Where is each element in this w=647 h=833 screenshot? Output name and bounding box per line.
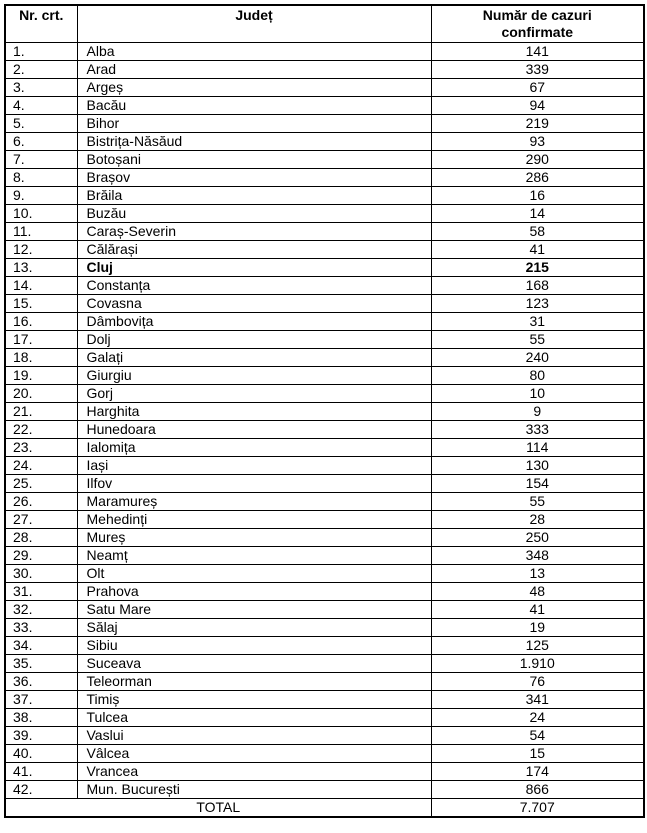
cases-count-cell: 341 (431, 691, 644, 709)
row-number-cell: 19. (5, 367, 77, 385)
row-number-cell: 31. (5, 583, 77, 601)
table-row (5, 547, 644, 565)
county-name-cell: Prahova (77, 583, 431, 601)
row-number-cell: 2. (5, 61, 77, 79)
cases-count-cell: 58 (431, 223, 644, 241)
table-row (5, 475, 644, 493)
county-name-cell: Vrancea (77, 763, 431, 781)
table-row (5, 529, 644, 547)
row-number-cell: 16. (5, 313, 77, 331)
table-row (5, 151, 644, 169)
row-number-cell: 4. (5, 97, 77, 115)
row-number-cell: 38. (5, 709, 77, 727)
cases-count-cell: 290 (431, 151, 644, 169)
table-row (5, 439, 644, 457)
row-number-cell: 14. (5, 277, 77, 295)
table-row (5, 385, 644, 403)
cases-count-cell: 41 (431, 601, 644, 619)
table-row (5, 709, 644, 727)
row-number-cell: 26. (5, 493, 77, 511)
cases-count-cell: 348 (431, 547, 644, 565)
row-number-cell: 10. (5, 205, 77, 223)
cases-count-cell: 24 (431, 709, 644, 727)
table-row (5, 727, 644, 745)
row-number-cell: 24. (5, 457, 77, 475)
county-name-cell: Olt (77, 565, 431, 583)
county-name-cell: Brașov (77, 169, 431, 187)
table-row (5, 403, 644, 421)
row-number-cell: 3. (5, 79, 77, 97)
county-name-cell: Teleorman (77, 673, 431, 691)
cases-count-cell: 174 (431, 763, 644, 781)
county-name-cell: Dolj (77, 331, 431, 349)
cases-count-cell: 55 (431, 493, 644, 511)
cases-count-cell: 154 (431, 475, 644, 493)
table-row (5, 763, 644, 781)
row-number-cell: 20. (5, 385, 77, 403)
cases-count-cell: 93 (431, 133, 644, 151)
cases-count-cell: 15 (431, 745, 644, 763)
header-row (5, 5, 644, 43)
cases-count-cell: 286 (431, 169, 644, 187)
county-name-cell: Mureș (77, 529, 431, 547)
table-row (5, 673, 644, 691)
county-name-cell: Vaslui (77, 727, 431, 745)
county-name-cell: Dâmbovița (77, 313, 431, 331)
table-row (5, 367, 644, 385)
county-name-cell: Vâlcea (77, 745, 431, 763)
cases-count-cell: 14 (431, 205, 644, 223)
row-number-cell: 15. (5, 295, 77, 313)
cases-count-cell: 10 (431, 385, 644, 403)
cases-count-cell: 19 (431, 619, 644, 637)
county-name-cell: Bihor (77, 115, 431, 133)
row-number-cell: 18. (5, 349, 77, 367)
row-number-cell: 40. (5, 745, 77, 763)
table-row (5, 493, 644, 511)
cases-count-cell: 339 (431, 61, 644, 79)
cases-count-cell: 28 (431, 511, 644, 529)
cases-count-cell: 1.910 (431, 655, 644, 673)
table-row (5, 133, 644, 151)
county-name-cell: Botoșani (77, 151, 431, 169)
county-name-cell: Suceava (77, 655, 431, 673)
cases-count-cell: 55 (431, 331, 644, 349)
county-name-cell: Cluj (77, 259, 431, 277)
county-name-cell: Sălaj (77, 619, 431, 637)
county-name-cell: Covasna (77, 295, 431, 313)
county-name-cell: Neamț (77, 547, 431, 565)
row-number-cell: 29. (5, 547, 77, 565)
table-row (5, 115, 644, 133)
row-number-cell: 5. (5, 115, 77, 133)
row-number-cell: 41. (5, 763, 77, 781)
row-number-cell: 33. (5, 619, 77, 637)
row-number-cell: 23. (5, 439, 77, 457)
county-name-cell: Gorj (77, 385, 431, 403)
row-number-cell: 12. (5, 241, 77, 259)
cases-count-cell: 125 (431, 637, 644, 655)
row-number-cell: 30. (5, 565, 77, 583)
row-number-cell: 22. (5, 421, 77, 439)
cases-count-cell: 866 (431, 781, 644, 799)
county-name-cell: Constanța (77, 277, 431, 295)
county-name-cell: Călărași (77, 241, 431, 259)
row-number-cell: 8. (5, 169, 77, 187)
county-name-cell: Mun. București (77, 781, 431, 799)
cases-count-cell: 240 (431, 349, 644, 367)
county-name-cell: Argeș (77, 79, 431, 97)
cases-count-cell: 141 (431, 43, 644, 61)
cases-count-cell: 94 (431, 97, 644, 115)
cases-count-cell: 31 (431, 313, 644, 331)
row-number-cell: 21. (5, 403, 77, 421)
county-name-cell: Hunedoara (77, 421, 431, 439)
table-row (5, 637, 644, 655)
total-value: 7.707 (431, 799, 644, 818)
table-row (5, 223, 644, 241)
row-number-cell: 28. (5, 529, 77, 547)
table-body (5, 43, 644, 799)
table-row (5, 583, 644, 601)
county-name-cell: Sibiu (77, 637, 431, 655)
row-number-cell: 36. (5, 673, 77, 691)
table-row (5, 331, 644, 349)
cases-count-cell: 13 (431, 565, 644, 583)
county-name-cell: Ilfov (77, 475, 431, 493)
county-name-cell: Arad (77, 61, 431, 79)
table-row (5, 313, 644, 331)
table-footer (5, 799, 644, 818)
cases-count-cell: 130 (431, 457, 644, 475)
confirmed-cases-table (4, 4, 645, 818)
table-row (5, 259, 644, 277)
row-number-cell: 25. (5, 475, 77, 493)
county-name-cell: Alba (77, 43, 431, 61)
row-number-cell: 32. (5, 601, 77, 619)
table-row (5, 691, 644, 709)
cases-count-cell: 114 (431, 439, 644, 457)
county-name-cell: Timiș (77, 691, 431, 709)
county-name-cell: Ialomița (77, 439, 431, 457)
header-judet (77, 5, 431, 43)
cases-count-cell: 168 (431, 277, 644, 295)
cases-count-cell: 9 (431, 403, 644, 421)
county-name-cell: Bacău (77, 97, 431, 115)
cases-count-cell: 67 (431, 79, 644, 97)
table-row (5, 277, 644, 295)
cases-count-cell: 54 (431, 727, 644, 745)
cases-count-cell: 123 (431, 295, 644, 313)
county-name-cell: Brăila (77, 187, 431, 205)
cases-count-cell: 76 (431, 673, 644, 691)
county-name-cell: Satu Mare (77, 601, 431, 619)
table-row (5, 601, 644, 619)
row-number-cell: 13. (5, 259, 77, 277)
county-name-cell: Giurgiu (77, 367, 431, 385)
row-number-cell: 17. (5, 331, 77, 349)
table-header (5, 5, 644, 43)
county-name-cell: Galați (77, 349, 431, 367)
row-number-cell: 11. (5, 223, 77, 241)
county-name-cell: Mehedinți (77, 511, 431, 529)
cases-count-cell: 215 (431, 259, 644, 277)
header-nr-crt-label: Nr. crt. (19, 7, 64, 23)
header-cazuri (431, 5, 644, 43)
table-row (5, 43, 644, 61)
row-number-cell: 35. (5, 655, 77, 673)
header-nr-crt (5, 5, 77, 43)
cases-count-cell: 219 (431, 115, 644, 133)
county-name-cell: Tulcea (77, 709, 431, 727)
row-number-cell: 39. (5, 727, 77, 745)
row-number-cell: 6. (5, 133, 77, 151)
table-row (5, 61, 644, 79)
row-number-cell: 37. (5, 691, 77, 709)
cases-count-cell: 16 (431, 187, 644, 205)
header-judet-label: Județ (235, 7, 273, 23)
table-row (5, 187, 644, 205)
cases-count-cell: 41 (431, 241, 644, 259)
county-name-cell: Iași (77, 457, 431, 475)
table-row (5, 241, 644, 259)
table-row (5, 79, 644, 97)
table-row (5, 565, 644, 583)
cases-count-cell: 333 (431, 421, 644, 439)
table-row (5, 169, 644, 187)
cases-count-cell: 80 (431, 367, 644, 385)
row-number-cell: 1. (5, 43, 77, 61)
cases-count-cell: 48 (431, 583, 644, 601)
row-number-cell: 27. (5, 511, 77, 529)
table-row (5, 349, 644, 367)
row-number-cell: 7. (5, 151, 77, 169)
table-row (5, 295, 644, 313)
table-row (5, 781, 644, 799)
county-name-cell: Maramureș (77, 493, 431, 511)
county-name-cell: Buzău (77, 205, 431, 223)
row-number-cell: 42. (5, 781, 77, 799)
row-number-cell: 34. (5, 637, 77, 655)
table-row (5, 205, 644, 223)
table-row (5, 457, 644, 475)
county-name-cell: Caraș-Severin (77, 223, 431, 241)
table-row (5, 745, 644, 763)
header-cazuri-label: Număr de cazuri confirmate (482, 7, 592, 40)
total-row (5, 799, 644, 818)
total-label: TOTAL (5, 799, 431, 818)
county-name-cell: Bistrița-Năsăud (77, 133, 431, 151)
row-number-cell: 9. (5, 187, 77, 205)
table-row (5, 421, 644, 439)
table-row (5, 511, 644, 529)
table-row (5, 619, 644, 637)
table-row (5, 655, 644, 673)
county-name-cell: Harghita (77, 403, 431, 421)
table-row (5, 97, 644, 115)
cases-count-cell: 250 (431, 529, 644, 547)
